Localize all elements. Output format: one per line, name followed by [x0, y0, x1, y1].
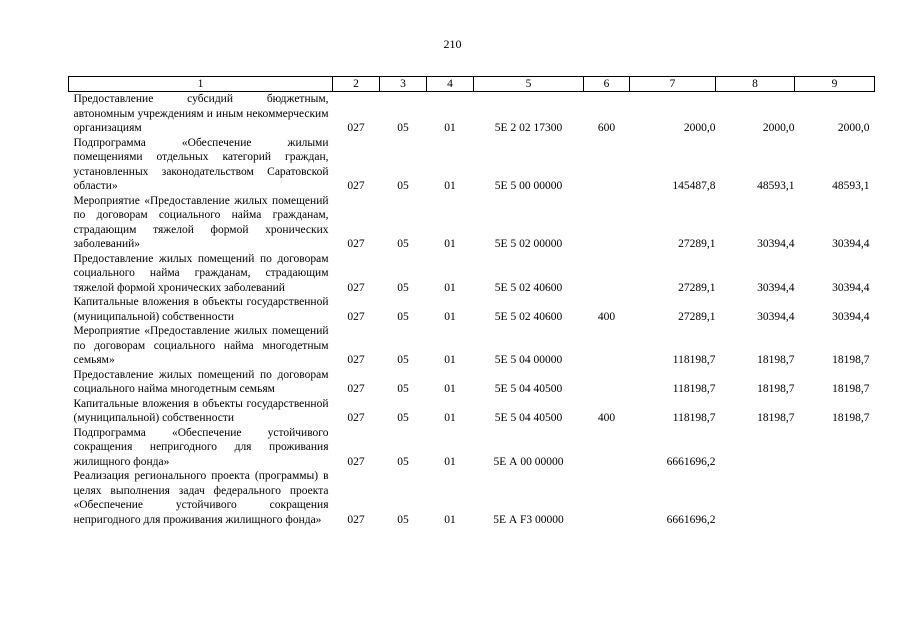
cell-amount-col8: 30394,4 — [757, 238, 795, 250]
column-header: 6 — [584, 77, 630, 92]
table-header-row — [69, 77, 875, 92]
cell-ministry-code: 027 — [347, 122, 365, 134]
cell-expense-type — [584, 426, 630, 470]
table-row — [69, 324, 875, 368]
cell-target-article: 5Е 5 04 40500 — [494, 412, 563, 424]
cell-amount-col7: 118198,7 — [672, 383, 716, 395]
cell-subsection: 01 — [444, 513, 456, 526]
cell-amount-col8: 2000,0 — [762, 122, 795, 134]
cell-amount-col7: 118198,7 — [672, 412, 716, 424]
cell-ministry-code: 027 — [347, 310, 365, 323]
cell-amount-col7: 27289,1 — [678, 310, 716, 323]
cell-target-article: 5Е 5 02 40600 — [494, 310, 563, 323]
column-header: 1 — [69, 77, 333, 92]
cell-target-article: 5Е 5 02 40600 — [494, 281, 563, 294]
cell-expense-type — [584, 368, 630, 397]
column-header: 2 — [333, 77, 380, 92]
cell-section: 05 — [397, 122, 409, 134]
cell-amount-col9: 18198,7 — [832, 412, 870, 424]
cell-subsection: 01 — [444, 354, 456, 366]
row-description: Реализация регионального проекта (программы) в целях выполнения задач федерального проекта «Обеспечение устойчивого сокращения непригодного для проживания жилищного фонда» — [73, 470, 329, 526]
column-header: 8 — [716, 77, 795, 92]
cell-target-article: 5Е А F3 00000 — [493, 513, 564, 526]
cell-expense-type — [584, 252, 630, 296]
cell-amount-col7: 2000,0 — [683, 122, 716, 134]
cell-section: 05 — [397, 513, 409, 526]
cell-section: 05 — [397, 238, 409, 250]
cell-section: 05 — [397, 310, 409, 323]
cell-section: 05 — [397, 383, 409, 395]
cell-subsection: 01 — [444, 310, 456, 323]
column-header: 3 — [380, 77, 427, 92]
cell-subsection: 01 — [444, 238, 456, 250]
cell-subsection: 01 — [444, 122, 456, 134]
cell-expense-type — [584, 324, 630, 368]
cell-ministry-code: 027 — [347, 180, 365, 192]
row-description: Подпрограмма «Обеспечение жилыми помещениями отдельных категорий граждан, установленных законодательством Саратовской области» — [73, 136, 329, 192]
cell-amount-col8 — [716, 469, 795, 527]
cell-ministry-code: 027 — [347, 354, 365, 366]
cell-amount-col7: 145487,8 — [672, 180, 716, 192]
cell-amount-col9: 2000,0 — [837, 122, 870, 134]
cell-expense-type: 400 — [597, 412, 616, 424]
cell-target-article: 5Е 5 04 00000 — [494, 354, 563, 366]
cell-target-article: 5Е А 00 00000 — [493, 455, 564, 468]
table-row — [69, 426, 875, 470]
cell-section: 05 — [397, 281, 409, 294]
cell-section: 05 — [397, 412, 409, 424]
cell-expense-type: 600 — [597, 122, 616, 134]
cell-amount-col7: 27289,1 — [678, 281, 716, 294]
cell-amount-col7: 6661696,2 — [666, 513, 716, 526]
cell-amount-col9: 30394,4 — [832, 238, 870, 250]
column-header: 5 — [474, 77, 584, 92]
row-description: Подпрограмма «Обеспечение устойчивого сокращения непригодного для проживания жилищного фонда» — [73, 426, 329, 468]
cell-ministry-code: 027 — [347, 238, 365, 250]
column-header: 9 — [795, 77, 875, 92]
budget-table — [68, 76, 875, 527]
cell-target-article: 5Е 5 00 00000 — [494, 180, 563, 192]
cell-target-article: 5Е 5 02 00000 — [494, 238, 563, 250]
cell-ministry-code: 027 — [347, 281, 365, 294]
row-description: Капитальные вложения в объекты государственной (муниципальной) собственности — [73, 397, 329, 424]
cell-ministry-code: 027 — [347, 513, 365, 526]
cell-amount-col7: 6661696,2 — [666, 455, 716, 468]
cell-amount-col8: 18198,7 — [757, 354, 795, 366]
cell-amount-col9: 30394,4 — [832, 281, 870, 294]
row-description: Мероприятие «Предоставление жилых помещений по договорам социального найма многодетным семьям» — [73, 325, 329, 366]
cell-target-article: 5Е 2 02 17300 — [494, 122, 563, 134]
cell-section: 05 — [397, 455, 409, 468]
cell-amount-col8: 18198,7 — [757, 412, 795, 424]
cell-subsection: 01 — [444, 383, 456, 395]
cell-amount-col9: 18198,7 — [832, 354, 870, 366]
cell-amount-col7: 27289,1 — [678, 238, 716, 250]
cell-amount-col8: 30394,4 — [757, 310, 795, 323]
table-row — [69, 397, 875, 426]
cell-amount-col8 — [716, 426, 795, 470]
column-header: 7 — [630, 77, 716, 92]
cell-subsection: 01 — [444, 455, 456, 468]
table-row — [69, 295, 875, 324]
cell-amount-col7: 118198,7 — [672, 354, 716, 366]
cell-target-article: 5Е 5 04 40500 — [494, 383, 563, 395]
cell-subsection: 01 — [444, 412, 456, 424]
cell-expense-type: 400 — [597, 310, 616, 323]
table-row — [69, 194, 875, 252]
cell-section: 05 — [397, 180, 409, 192]
page-number: 210 — [443, 37, 462, 51]
cell-expense-type — [584, 194, 630, 252]
cell-amount-col8: 18198,7 — [757, 383, 795, 395]
cell-amount-col9: 18198,7 — [832, 383, 870, 395]
cell-amount-col9: 48593,1 — [832, 180, 870, 192]
cell-section: 05 — [397, 354, 409, 366]
row-description: Предоставление субсидий бюджетным, автономным учреждениям и иным некоммерческим организациям — [73, 93, 329, 134]
cell-expense-type — [584, 469, 630, 527]
column-header: 4 — [427, 77, 474, 92]
row-description: Капитальные вложения в объекты государственной (муниципальной) собственности — [73, 296, 329, 323]
cell-amount-col9 — [795, 469, 875, 527]
cell-amount-col9 — [795, 426, 875, 470]
cell-amount-col8: 48593,1 — [757, 180, 795, 192]
cell-subsection: 01 — [444, 180, 456, 192]
cell-expense-type — [584, 136, 630, 194]
table-row — [69, 92, 875, 136]
cell-ministry-code: 027 — [347, 412, 365, 424]
cell-subsection: 01 — [444, 281, 456, 294]
table-row — [69, 136, 875, 194]
cell-ministry-code: 027 — [347, 455, 365, 468]
row-description: Мероприятие «Предоставление жилых помещений по договорам социального найма гражданам, страдающим тяжелой формой хронических заболеваний» — [73, 194, 329, 250]
table-row — [69, 368, 875, 397]
table-row — [69, 469, 875, 527]
cell-amount-col9: 30394,4 — [832, 310, 870, 323]
row-description: Предоставление жилых помещений по договорам социального найма гражданам, страдающим тяжелой формой хронических заболеваний — [73, 252, 329, 294]
cell-amount-col8: 30394,4 — [757, 281, 795, 294]
row-description: Предоставление жилых помещений по договорам социального найма многодетным семьям — [73, 368, 329, 395]
cell-ministry-code: 027 — [347, 383, 365, 395]
table-row — [69, 252, 875, 296]
